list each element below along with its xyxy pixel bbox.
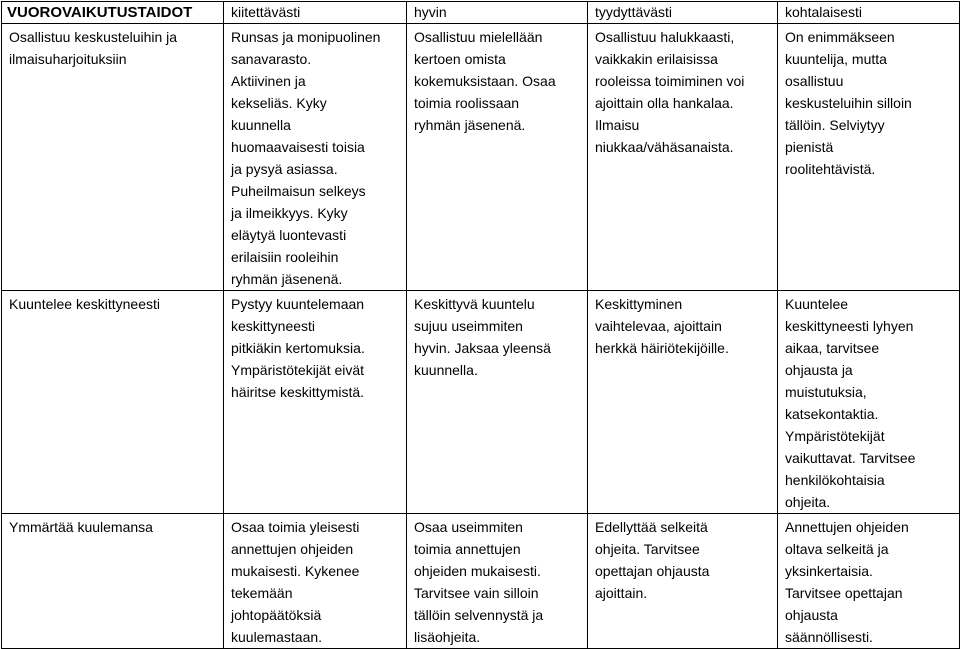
table-cell: Edellyttää selkeitä ohjeita. Tarvitsee opettajan ohjausta ajoittain.: [588, 514, 778, 649]
table-cell: Keskittyvä kuuntelu sujuu useimmiten hyvin. Jaksaa yleensä kuunnella.: [407, 291, 588, 514]
criterion-cell: Osallistuu keskusteluihin ja ilmaisuharjoituksiin: [2, 24, 224, 291]
table-cell: Pystyy kuuntelemaan keskittyneesti pitkiäkin kertomuksia. Ympäristötekijät eivät häiritse keskittymistä.: [224, 291, 407, 514]
criterion-cell: Ymmärtää kuulemansa: [2, 514, 224, 649]
table-cell: Runsas ja monipuolinen sanavarasto. Aktiivinen ja kekseliäs. Kyky kuunnella huomaavaisesti toisia ja pysyä asiassa. Puheilmaisun selkeys ja ilmeikkyys. Kyky eläytyä luontevasti erilaisiin rooleihin ryhmän jäsenenä.: [224, 24, 407, 291]
table-cell: Osallistuu mielellään kertoen omista kokemuksistaan. Osaa toimia roolissaan ryhmän jäsenenä.: [407, 24, 588, 291]
criterion-cell: Kuuntelee keskittyneesti: [2, 291, 224, 514]
header-row: [2, 2, 960, 24]
level-header-kohtalaisesti: kohtalaisesti: [778, 2, 960, 24]
table-cell: Osaa useimmiten toimia annettujen ohjeiden mukaisesti. Tarvitsee vain silloin tällöin selvennystä ja lisäohjeita.: [407, 514, 588, 649]
table-cell: Annettujen ohjeiden oltava selkeitä ja yksinkertaisia. Tarvitsee opettajan ohjausta säännöllisesti.: [778, 514, 960, 649]
table-cell: On enimmäkseen kuuntelija, mutta osallistuu keskusteluihin silloin tällöin. Selviytyy pienistä roolitehtävistä.: [778, 24, 960, 291]
level-header-hyvin: hyvin: [407, 2, 588, 24]
table-cell: Keskittyminen vaihtelevaa, ajoittain herkkä häiriötekijöille.: [588, 291, 778, 514]
table-row: [2, 24, 960, 291]
level-header-kiitettavasti: kiitettävästi: [224, 2, 407, 24]
table-row: [2, 514, 960, 649]
table-cell: Kuuntelee keskittyneesti lyhyen aikaa, tarvitsee ohjausta ja muistutuksia, katsekontaktia. Ympäristötekijät vaikuttavat. Tarvitsee henkilökohtaisia ohjeita.: [778, 291, 960, 514]
assessment-rubric-table: [1, 1, 960, 649]
table-cell: Osallistuu halukkaasti, vaikkakin erilaisissa rooleissa toimiminen voi ajoittain olla hankalaa. Ilmaisu niukkaa/vähäsanaista.: [588, 24, 778, 291]
table-cell: Osaa toimia yleisesti annettujen ohjeiden mukaisesti. Kykenee tekemään johtopäätöksiä kuulemastaan.: [224, 514, 407, 649]
table-title: VUOROVAIKUTUSTAIDOT: [2, 2, 224, 24]
table-row: [2, 291, 960, 514]
level-header-tyydyttavasti: tyydyttävästi: [588, 2, 778, 24]
